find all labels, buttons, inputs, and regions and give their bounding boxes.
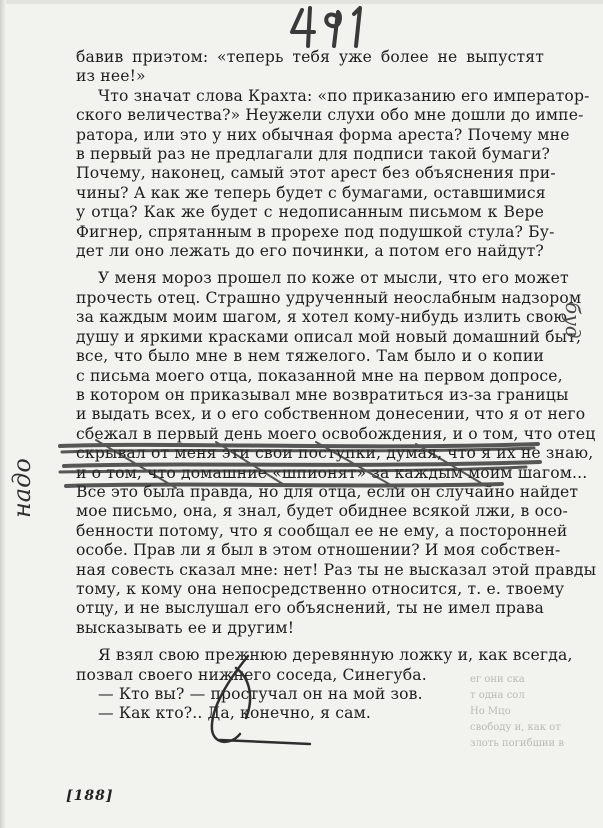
bleed-line: ег они ска xyxy=(470,674,525,685)
bleed-line: свободу и, как от xyxy=(470,722,561,733)
text-line: сбежал в первый день моего освобождения, и о том, что отец xyxy=(76,424,596,443)
strikethrough-scribble xyxy=(56,436,594,494)
text-line: Фигнер, спрятанным в прорехе под подушкой стула? Бу- xyxy=(76,222,555,241)
text-line: Что значат слова Крахта: «по приказанию его император- xyxy=(98,86,590,105)
margin-note-left-text: надо xyxy=(8,458,36,518)
text-line: ского величества?» Неужели слухи обо мне дошли до импе- xyxy=(76,106,584,125)
text-line: особе. Прав ли я был в этом отношении? И моя собствен- xyxy=(76,541,561,560)
text-line: Почему, наконец, самый этот арест без объяснения при- xyxy=(76,164,556,183)
bleed-line: Но Мцо xyxy=(470,706,511,717)
text-line: за каждым моим шагом, я хотел кому-нибудь излить свою xyxy=(76,308,568,327)
text-line: у отца? Как же будет с недописанным письмом к Вере xyxy=(76,203,544,222)
bleed-line: злоть погибшии в xyxy=(470,738,565,749)
text-line: все, что было мне в нем тяжелого. Там было и о копии xyxy=(76,347,544,366)
margin-note-right-text: буд xyxy=(561,302,585,339)
text-line: ная совесть сказал мне: нет! Раз ты не высказал этой правды xyxy=(76,560,597,579)
body-text xyxy=(76,48,597,724)
bleed-line: т одна сол xyxy=(470,690,525,701)
text-line: и выдать всех, и о его собственном донесении, что я от него xyxy=(76,405,586,424)
text-line: прочесть отец. Страшно удрученный неослабным надзором xyxy=(76,288,582,307)
text-line: У меня мороз прошел по коже от мысли, что его может xyxy=(98,269,569,288)
text-line: скрывал от меня эти свои поступки, думая, что я их не знаю, xyxy=(76,444,594,463)
text-line: тому, к кому она непосредственно относится, т. е. твоему xyxy=(76,579,565,598)
text-line: ратора, или это у них обычная форма ареста? Почему мне xyxy=(76,125,570,144)
text-line: мое письмо, она, я знал, будет обиднее всякой лжи, в осо- xyxy=(76,502,568,521)
text-line: с письма моего отца, показанной мне на первом допросе, xyxy=(76,366,563,385)
page-footer-number: [188] xyxy=(66,788,114,804)
text-line: позвал своего нижнего соседа, Синегуба. xyxy=(76,665,427,684)
text-line: — Как кто?.. Да, конечно, я сам. xyxy=(98,704,371,723)
text-line: и о том, что домашние «шпионят» за каждым моим шагом... xyxy=(76,463,588,482)
text-line: в первый раз не предлагали для подписи такой бумаги? xyxy=(76,145,551,164)
text-line: в котором он приказывал мне возвратиться из-за границы xyxy=(76,385,569,404)
handwritten-page-number xyxy=(282,2,372,52)
text-line: дет ли оно лежать до его починки, а потом его найдут? xyxy=(76,242,544,261)
text-line: бенности потому, что я сообщал ее не ему, а посторонней xyxy=(76,521,568,540)
text-line: Все это была правда, но для отца, если он случайно найдет xyxy=(76,482,579,501)
text-line: высказывать ее и другим! xyxy=(76,618,295,637)
margin-note-left xyxy=(4,410,40,520)
pencil-loop-scribble xyxy=(190,648,320,778)
text-line: — Кто вы? — простучал он на мой зов. xyxy=(98,685,423,703)
text-line: чины? А как же теперь будет с бумагами, оставшимися xyxy=(76,183,546,202)
text-line: душу и яркими красками описал мой новый домашний быт, xyxy=(76,327,582,346)
text-line: Я взял свою прежнюю деревянную ложку и, как всегда, xyxy=(98,646,573,665)
margin-note-right xyxy=(556,298,596,378)
text-line: бавив приэтом: «теперь тебя уже более не выпустят xyxy=(76,48,544,66)
text-line: из нее!» xyxy=(76,67,146,86)
text-line: отцу, и не выслушал его объяснений, ты не имел права xyxy=(76,599,544,618)
